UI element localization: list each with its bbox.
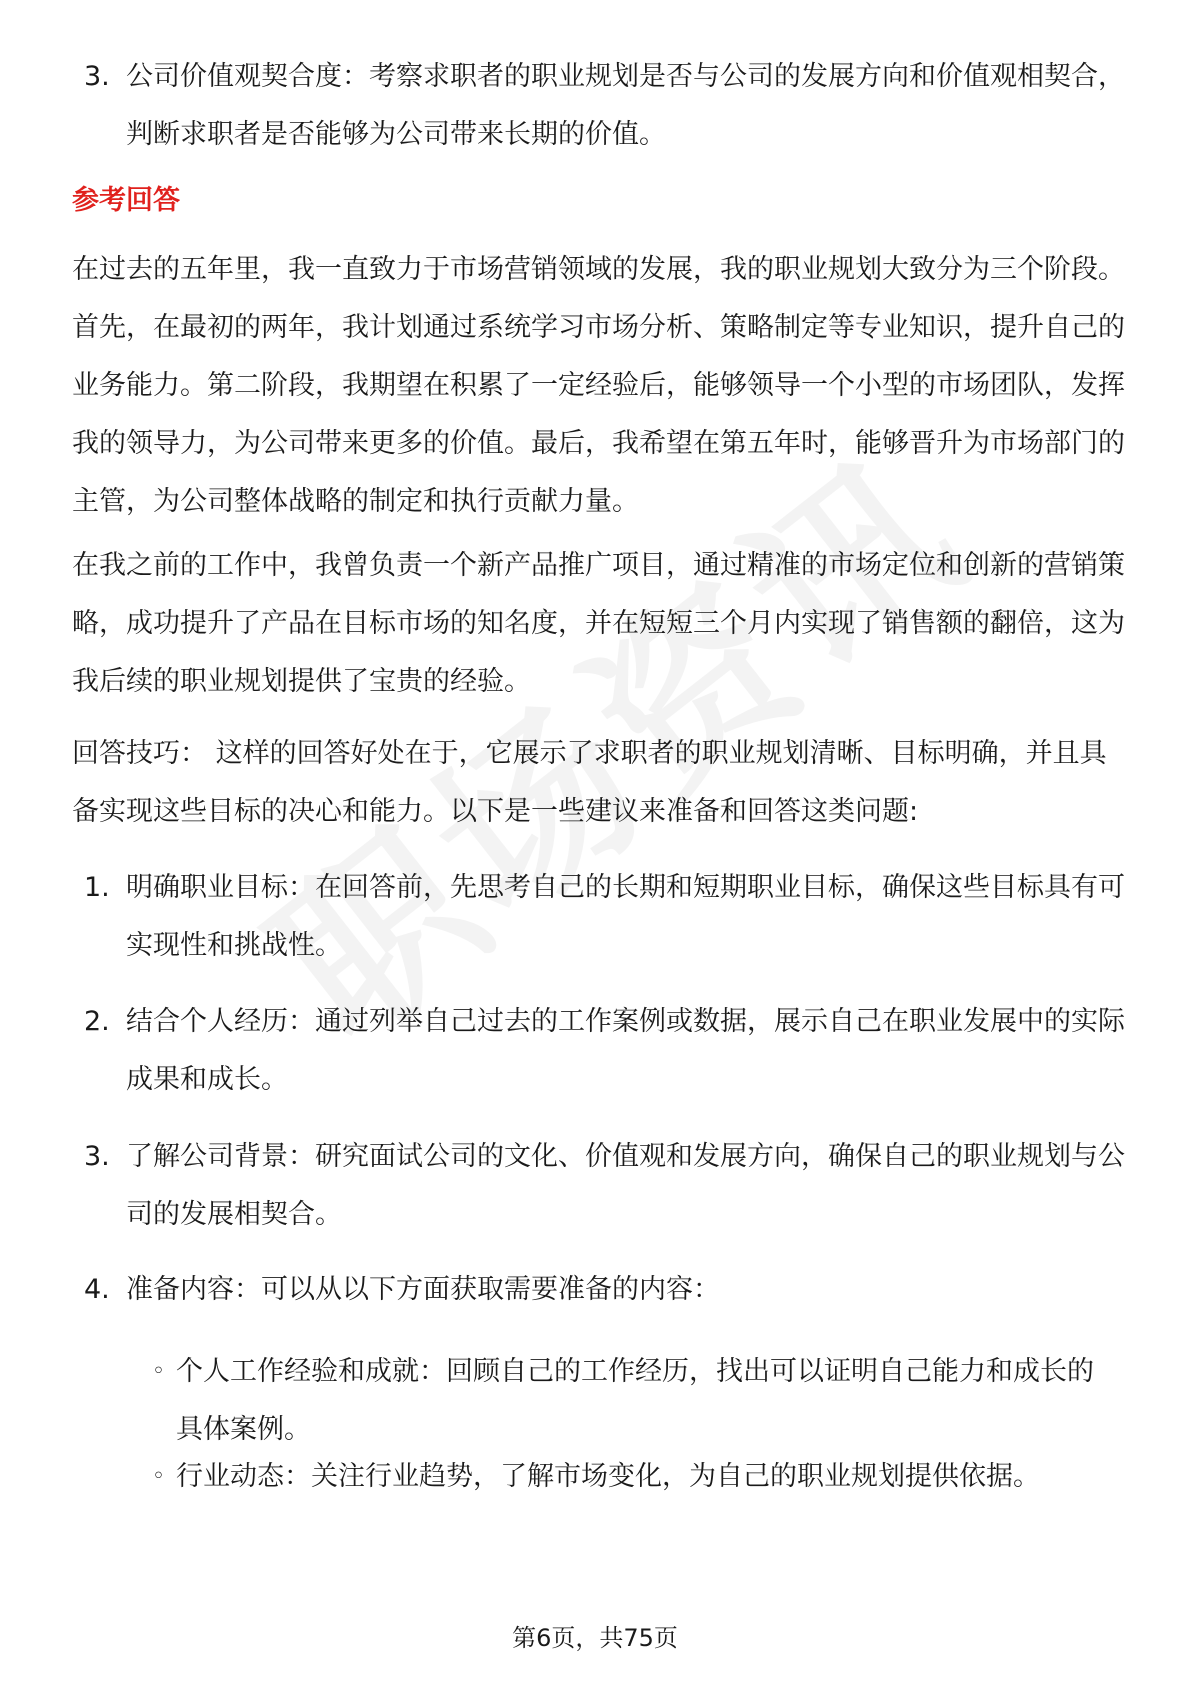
- sub-list-item: [150, 1343, 1110, 1459]
- answer-paragraph-1: 在过去的五年里，我一直致力于市场营销领域的发展，我的职业规划大致分为三个阶段。首先，在最初的两年，我计划通过系统学习市场分析、策略制定等专业知识，提升自己的业务能力。第二阶段，我期望在积累了一定经验后，能够领导一个小型的市场团队，发挥我的领导力，为公司带来更多的价值。最后，我希望在第五年时，能够晋升为市场部门的主管，为公司整体战略的制定和执行贡献力量。: [72, 254, 1125, 517]
- list-text: 结合个人经历：通过列举自己过去的工作案例或数据，展示自己在职业发展中的实际成果和成长。: [126, 1006, 1125, 1095]
- list-number: 3.: [84, 61, 110, 92]
- list-text: 准备内容：可以从以下方面获取需要准备的内容：: [126, 1274, 720, 1305]
- list-item: [72, 1261, 1127, 1319]
- bullet-icon: ◦: [152, 1359, 165, 1384]
- list-text: 了解公司背景：研究面试公司的文化、价值观和发展方向，确保自己的职业规划与公司的发展相契合。: [126, 1141, 1125, 1230]
- page-footer: 第6页，共75页: [512, 1624, 678, 1652]
- list-item: [72, 993, 1127, 1109]
- list-item: [72, 1128, 1127, 1244]
- list-number: 2.: [84, 1006, 110, 1037]
- section-heading: 参考回答: [72, 185, 180, 216]
- tips-paragraph: 回答技巧： 这样的回答好处在于，它展示了求职者的职业规划清晰、目标明确，并且具备实现这些目标的决心和能力。以下是一些建议来准备和回答这类问题:: [72, 738, 1107, 827]
- list-item: [72, 48, 1127, 164]
- list-text: 明确职业目标：在回答前，先思考自己的长期和短期职业目标，确保这些目标具有可实现性和挑战性。: [126, 872, 1125, 961]
- answer-paragraph-2: 在我之前的工作中，我曾负责一个新产品推广项目，通过精准的市场定位和创新的营销策略，成功提升了产品在目标市场的知名度，并在短短三个月内实现了销售额的翻倍，这为我后续的职业规划提供了宝贵的经验。: [72, 550, 1125, 697]
- sub-list-text: 个人工作经验和成就：回顾自己的工作经历，找出可以证明自己能力和成长的具体案例。: [176, 1356, 1094, 1445]
- sub-list-item: [150, 1448, 1110, 1506]
- list-item: [72, 859, 1127, 975]
- list-number: 4.: [84, 1274, 110, 1305]
- list-number: 3.: [84, 1141, 110, 1172]
- list-number: 1.: [84, 872, 110, 903]
- sub-list-text: 行业动态：关注行业趋势，了解市场变化，为自己的职业规划提供依据。: [176, 1461, 1040, 1492]
- bullet-icon: ◦: [152, 1464, 165, 1489]
- list-text: 公司价值观契合度：考察求职者的职业规划是否与公司的发展方向和价值观相契合，判断求职者是否能够为公司带来长期的价值。: [126, 61, 1125, 150]
